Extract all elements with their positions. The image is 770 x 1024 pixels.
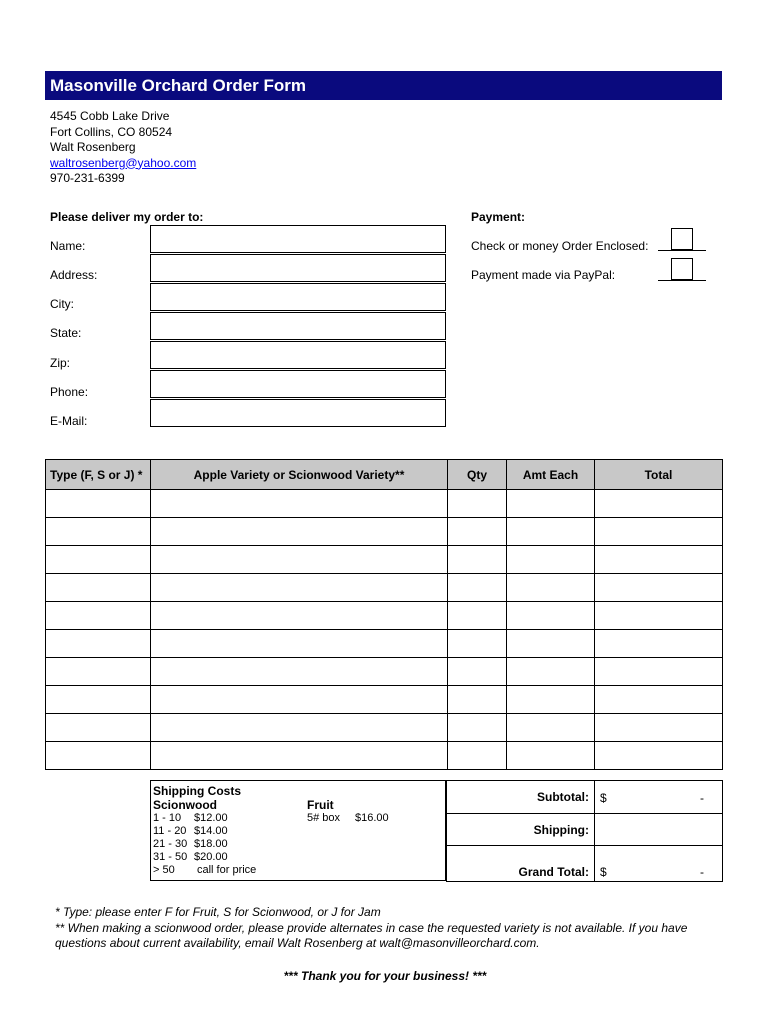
scionwood-range: 21 - 30 <box>153 838 188 850</box>
scionwood-price: call for price <box>197 864 257 876</box>
address-field[interactable] <box>150 254 446 282</box>
check-payment-checkbox[interactable] <box>671 228 693 250</box>
qty-column-header: Qty <box>448 460 507 490</box>
variety-cell[interactable] <box>151 742 448 770</box>
total-cell[interactable] <box>595 742 723 770</box>
table-row <box>46 518 723 546</box>
grand-total-value-cell <box>595 846 723 882</box>
type-cell[interactable] <box>46 546 151 574</box>
type-column-header: Type (F, S or J) * <box>46 460 151 490</box>
address-label: Address: <box>50 268 98 282</box>
amt-each-cell[interactable] <box>507 714 595 742</box>
delivery-heading: Please deliver my order to: <box>50 210 204 224</box>
type-cell[interactable] <box>46 518 151 546</box>
table-row <box>46 630 723 658</box>
qty-cell[interactable] <box>448 490 507 518</box>
paypal-underline <box>658 280 706 281</box>
variety-cell[interactable] <box>151 490 448 518</box>
subtotal-value: - <box>700 791 704 805</box>
variety-cell[interactable] <box>151 658 448 686</box>
scionwood-range: 31 - 50 <box>153 851 188 863</box>
orchard-address <box>50 109 196 187</box>
shipping-label: Shipping: <box>447 814 595 846</box>
subtotal-row <box>447 781 723 814</box>
variety-column-header: Apple Variety or Scionwood Variety** <box>151 460 448 490</box>
table-row <box>46 658 723 686</box>
scionwood-range: 1 - 10 <box>153 812 182 824</box>
contact-name: Walt Rosenberg <box>50 140 136 154</box>
qty-cell[interactable] <box>448 742 507 770</box>
shipping-row <box>447 814 723 846</box>
total-cell[interactable] <box>595 686 723 714</box>
table-row <box>46 574 723 602</box>
street-address: 4545 Cobb Lake Drive <box>50 109 170 123</box>
table-row <box>46 602 723 630</box>
city-state-zip: Fort Collins, CO 80524 <box>50 124 173 139</box>
variety-cell[interactable] <box>151 546 448 574</box>
check-underline <box>658 250 706 251</box>
phone-field[interactable] <box>150 370 446 398</box>
subtotal-value-cell <box>595 781 723 814</box>
scionwood-range: > 50 <box>153 864 175 876</box>
table-row <box>46 546 723 574</box>
total-column-header: Total <box>595 460 723 490</box>
table-row <box>46 714 723 742</box>
qty-cell[interactable] <box>448 630 507 658</box>
name-field[interactable] <box>150 225 446 253</box>
total-cell[interactable] <box>595 518 723 546</box>
qty-cell[interactable] <box>448 714 507 742</box>
amt-each-cell[interactable] <box>507 546 595 574</box>
scionwood-range: 11 - 20 <box>153 825 187 837</box>
type-cell[interactable] <box>46 742 151 770</box>
amt-each-cell[interactable] <box>507 630 595 658</box>
payment-heading: Payment: <box>471 210 526 224</box>
zip-label: Zip: <box>50 356 71 370</box>
qty-cell[interactable] <box>448 574 507 602</box>
total-cell[interactable] <box>595 714 723 742</box>
qty-cell[interactable] <box>448 658 507 686</box>
order-table-header <box>46 460 723 490</box>
shipping-value-cell[interactable] <box>595 814 723 846</box>
type-cell[interactable] <box>46 630 151 658</box>
footnotes <box>55 905 715 952</box>
amt-each-column-header: Amt Each <box>507 460 595 490</box>
shipping-heading: Shipping Costs <box>153 784 241 798</box>
type-cell[interactable] <box>46 686 151 714</box>
type-cell[interactable] <box>46 574 151 602</box>
qty-cell[interactable] <box>448 546 507 574</box>
city-field[interactable] <box>150 283 446 311</box>
amt-each-cell[interactable] <box>507 574 595 602</box>
fruit-item: 5# box <box>307 812 341 824</box>
city-label: City: <box>50 297 74 311</box>
variety-cell[interactable] <box>151 574 448 602</box>
thank-you-message: *** Thank you for your business! *** <box>283 969 487 983</box>
total-cell[interactable] <box>595 574 723 602</box>
total-cell[interactable] <box>595 630 723 658</box>
amt-each-cell[interactable] <box>507 490 595 518</box>
state-label: State: <box>50 326 82 340</box>
variety-cell[interactable] <box>151 714 448 742</box>
variety-footnote: ** When making a scionwood order, please provide alternates in case the requested variety is not available. If you have questions about current availability, email Walt Rosenberg at walt@masonvilleorchard.com. <box>55 920 688 950</box>
total-cell[interactable] <box>595 546 723 574</box>
subtotal-label: Subtotal: <box>447 781 595 814</box>
type-cell[interactable] <box>46 714 151 742</box>
type-cell[interactable] <box>46 602 151 630</box>
total-cell[interactable] <box>595 602 723 630</box>
table-row <box>46 686 723 714</box>
grand-total-value: - <box>700 865 704 879</box>
variety-cell[interactable] <box>151 518 448 546</box>
email-field[interactable] <box>150 399 446 427</box>
grand-total-row <box>447 846 723 882</box>
summary-table <box>446 780 723 882</box>
variety-cell[interactable] <box>151 686 448 714</box>
form-title: Masonville Orchard Order Form <box>45 71 722 100</box>
fruit-price: $16.00 <box>355 812 389 824</box>
table-row <box>46 742 723 770</box>
contact-email-link[interactable]: waltrosenberg@yahoo.com <box>50 155 197 170</box>
amt-each-cell[interactable] <box>507 658 595 686</box>
subtotal-currency: $ <box>600 791 607 805</box>
type-footnote: * Type: please enter F for Fruit, S for Scionwood, or J for Jam <box>55 905 381 919</box>
type-cell[interactable] <box>46 490 151 518</box>
scionwood-price: $18.00 <box>194 838 228 850</box>
amt-each-cell[interactable] <box>507 602 595 630</box>
total-cell[interactable] <box>595 658 723 686</box>
total-cell[interactable] <box>595 490 723 518</box>
grand-total-label: Grand Total: <box>447 846 595 882</box>
fruit-heading: Fruit <box>307 798 334 812</box>
phone-label: Phone: <box>50 385 89 399</box>
name-label: Name: <box>50 239 86 253</box>
shipping-costs-box <box>150 780 446 881</box>
contact-phone: 970-231-6399 <box>50 171 125 185</box>
scionwood-price: $14.00 <box>194 825 228 837</box>
check-payment-label: Check or money Order Enclosed: <box>471 239 649 253</box>
type-cell[interactable] <box>46 658 151 686</box>
scionwood-price: $12.00 <box>194 812 228 824</box>
scionwood-price: $20.00 <box>194 851 228 863</box>
scionwood-heading: Scionwood <box>153 798 217 812</box>
qty-cell[interactable] <box>448 602 507 630</box>
variety-cell[interactable] <box>151 630 448 658</box>
grand-total-currency: $ <box>600 865 607 879</box>
qty-cell[interactable] <box>448 686 507 714</box>
paypal-payment-checkbox[interactable] <box>671 258 693 280</box>
email-label: E-Mail: <box>50 414 88 428</box>
zip-field[interactable] <box>150 341 446 369</box>
amt-each-cell[interactable] <box>507 686 595 714</box>
variety-cell[interactable] <box>151 602 448 630</box>
qty-cell[interactable] <box>448 518 507 546</box>
order-table <box>45 459 723 770</box>
table-row <box>46 490 723 518</box>
state-field[interactable] <box>150 312 446 340</box>
amt-each-cell[interactable] <box>507 518 595 546</box>
paypal-payment-label: Payment made via PayPal: <box>471 268 616 282</box>
amt-each-cell[interactable] <box>507 742 595 770</box>
